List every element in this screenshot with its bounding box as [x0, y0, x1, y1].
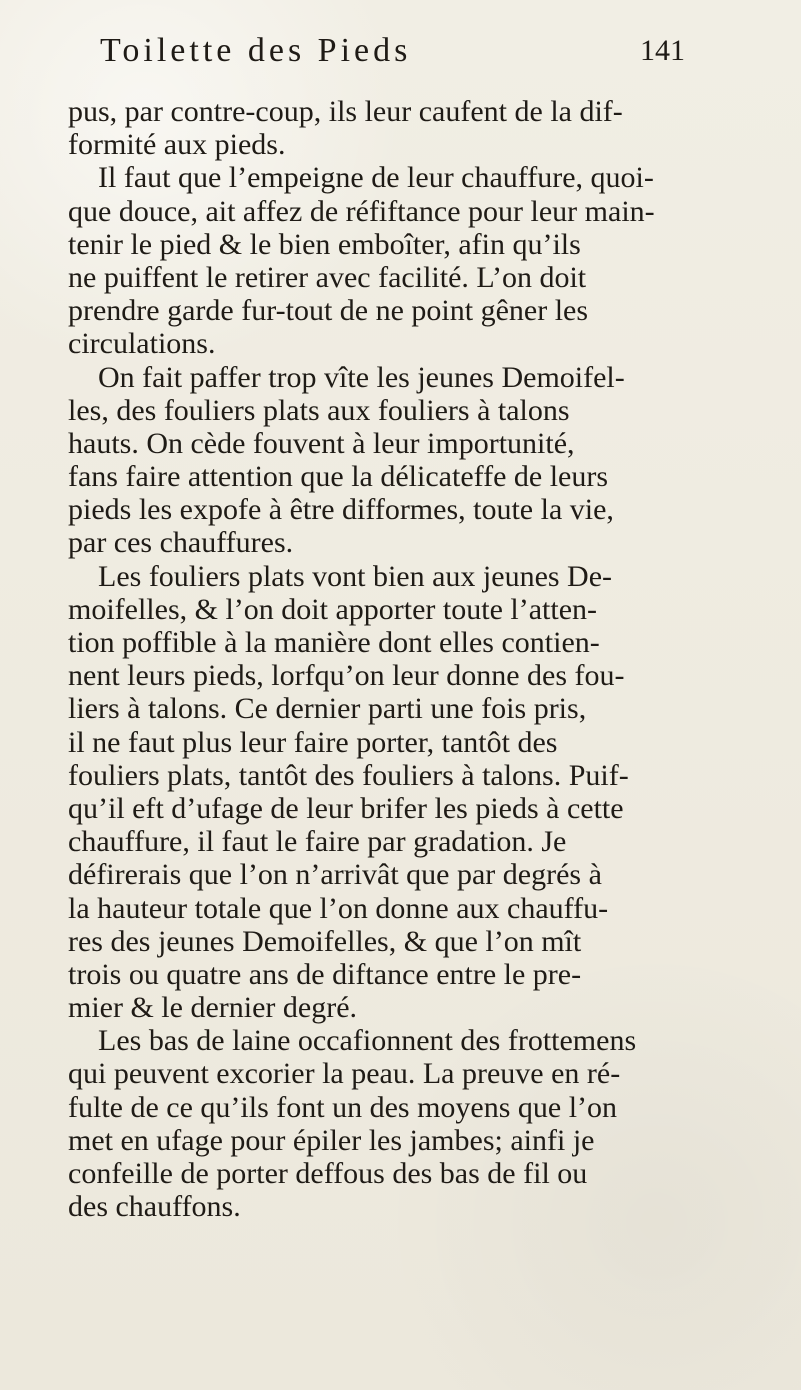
text-line: pus, par contre-coup, ils leur caufent de la dif- [68, 95, 623, 128]
text-line: Les bas de laine occafionnent des frottemens [98, 1024, 637, 1058]
text-line: qu’il eft d’ufage de leur brifer les pieds à cette [68, 791, 624, 825]
text-line: il ne faut plus leur faire porter, tantôt des [68, 725, 558, 759]
text-line: ne puiffent le retirer avec facilité. L’on doit [68, 260, 587, 294]
text-line: fulte de ce qu’ils font un des moyens que l’on [68, 1090, 618, 1124]
text-line: la hauteur totale que l’on donne aux chauffu- [68, 891, 609, 925]
text-line: met en ufage pour épiler les jambes; ainfi je [68, 1123, 595, 1157]
text-line: par ces chauffures. [68, 526, 294, 560]
text-line: Il faut que l’empeigne de leur chauffure, quoi- [98, 161, 654, 195]
text-line: prendre garde fur-tout de ne point gêner les [68, 294, 589, 328]
text-line: pieds les expofe à être difformes, toute la vie, [68, 493, 614, 527]
text-line: nent leurs pieds, lorfqu’on leur donne des fou- [68, 659, 625, 693]
text-line: des chauffons. [68, 1190, 241, 1224]
body-text [68, 95, 717, 1223]
text-line: Les fouliers plats vont bien aux jeunes De- [98, 559, 613, 593]
running-head: Toilette des Pieds [100, 32, 412, 69]
text-line: mier & le dernier degré. [68, 991, 358, 1025]
text-line: hauts. On cède fouvent à leur importunité, [68, 426, 575, 460]
text-line: formité aux pieds. [68, 128, 286, 162]
text-line: que douce, ait affez de réfiftance pour leur main- [68, 194, 655, 228]
text-line: moifelles, & l’on doit apporter toute l’atten- [68, 592, 598, 626]
text-line: res des jeunes Demoifelles, & que l’on mît [68, 924, 582, 958]
page-number: 141 [640, 34, 685, 67]
text-line: chauffure, il faut le faire par gradation. Je [68, 825, 567, 859]
text-line: trois ou quatre ans de diftance entre le pre- [68, 957, 582, 991]
text-line: circulations. [68, 327, 216, 361]
text-line: tenir le pied & le bien emboîter, afin qu’ils [68, 227, 581, 261]
text-line: qui peuvent excorier la peau. La preuve en ré- [68, 1057, 621, 1091]
text-line: les, des fouliers plats aux fouliers à talons [68, 393, 570, 427]
text-line: fouliers plats, tantôt des fouliers à talons. Puif- [68, 758, 629, 792]
text-line: liers à talons. Ce dernier parti une fois pris, [68, 692, 587, 726]
page-header [100, 34, 761, 78]
text-line: confeille de porter deffous des bas de fil ou [68, 1157, 588, 1190]
text-line: défirerais que l’on n’arrivât que par degrés à [68, 858, 602, 892]
text-lines [68, 95, 717, 1223]
text-line: On fait paffer trop vîte les jeunes Demoifel- [98, 360, 625, 394]
text-line: fans faire attention que la délicateffe de leurs [68, 460, 609, 494]
text-line: tion poffible à la manière dont elles contien- [68, 626, 600, 659]
